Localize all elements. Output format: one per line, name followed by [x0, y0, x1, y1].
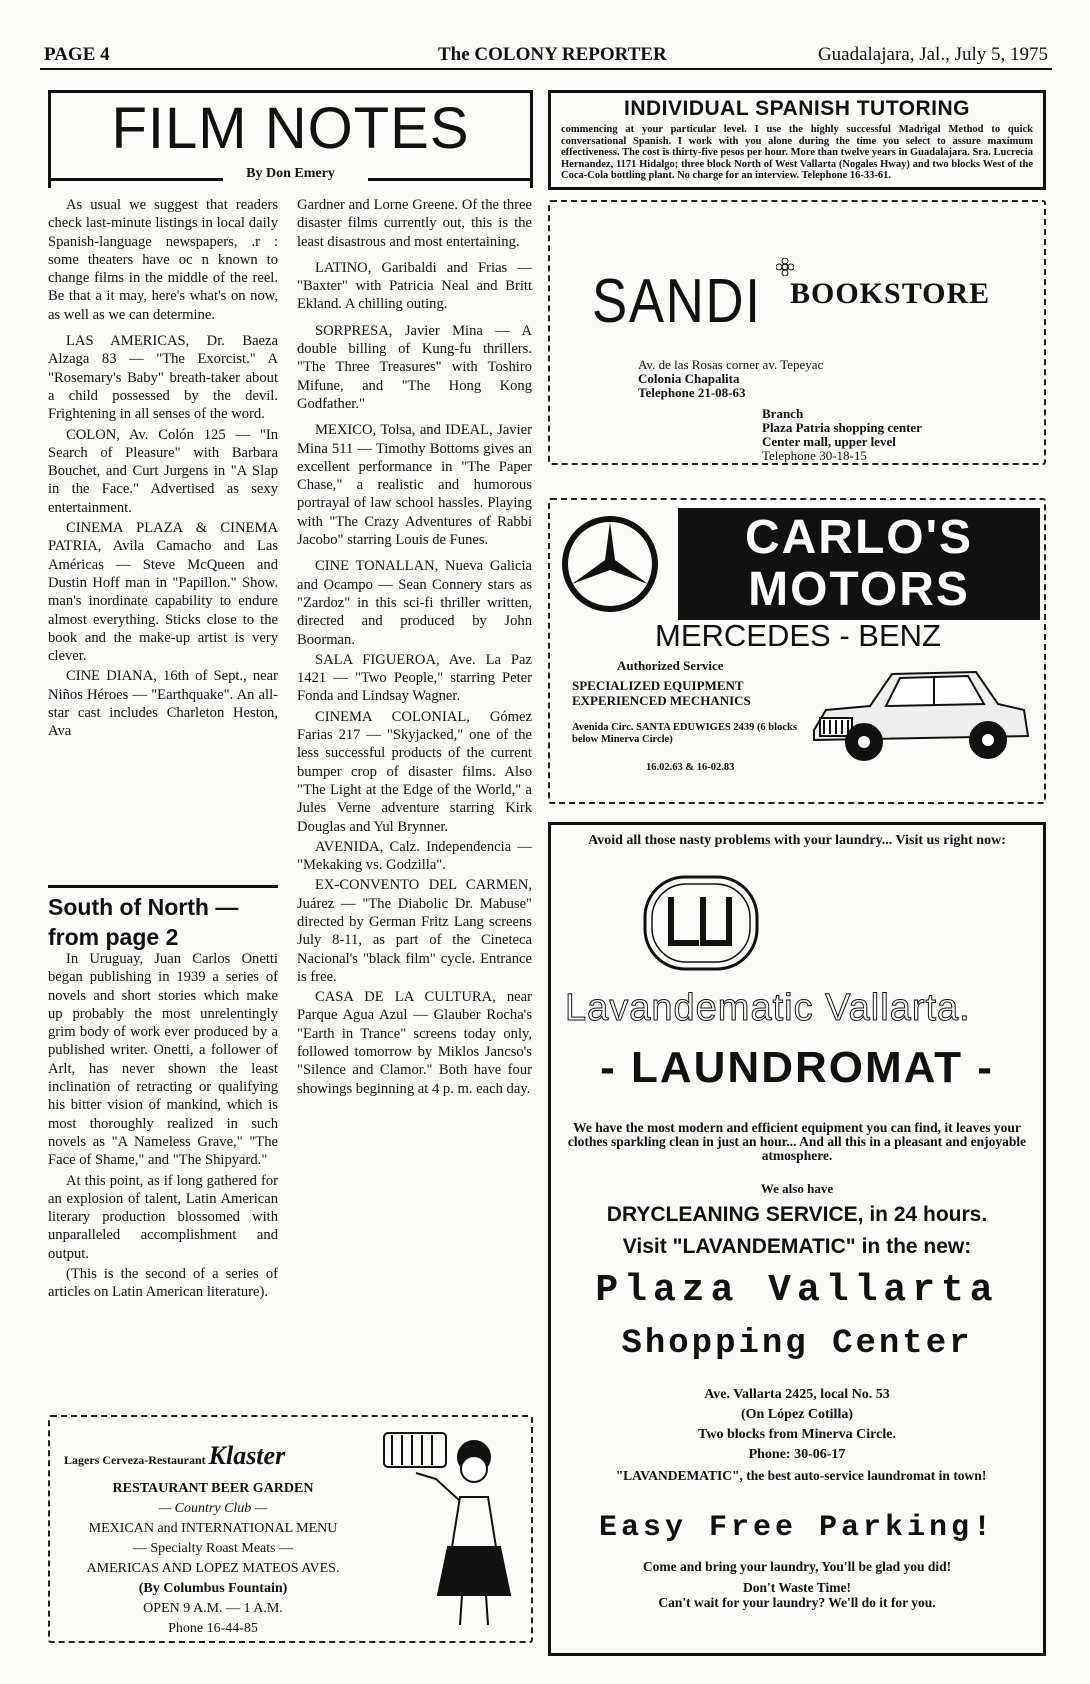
film-paragraph: As usual we suggest that readers check last-minute listings in local daily Spanish-language newspapers, .r : some theaters have oc n known to change films in the middle of the reel. Be that a it may, here's what's on now, as well as we can determine. — [48, 197, 278, 323]
sandi-address-line: Colonia Chapalita — [638, 371, 740, 386]
south-paragraph: In Uruguay, Juan Carlos Onetti began publishing in 1939 a series of novels and short stories which make up probably the most unrelentingly grim body of work ever produced by a published writer. Onetti, a follower of Arlt, has never shown the least inclination of retracting or qualifying his bitter vision of mankind, which is most thoroughly realized in such novels as "A Nameless Grave," "The Face of Shame," and "The Shipyard." — [48, 951, 278, 1169]
sandi-branch-line: Center mall, upper level — [762, 434, 896, 449]
south-column — [48, 950, 278, 1390]
laundromat-headline: - LAUNDROMAT - — [600, 1043, 994, 1092]
page-header — [40, 40, 1052, 70]
klaster-line: Phone 16-44-85 — [168, 1621, 258, 1636]
klaster-brand: Klaster — [208, 1441, 286, 1470]
klaster-line: — Country Club — — [158, 1501, 268, 1516]
laundry-wait: Can't wait for your laundry? We'll do it for you. — [658, 1595, 936, 1610]
film-paragraph: LAS AMERICAS, Dr. Baeza Alzaga 83 — "The Exorcist." A "Rosemary's Baby" breath-taker about a child possessed by the devil. Frightening in all senses of the word. — [48, 333, 278, 423]
laundry-ad — [548, 822, 1046, 1656]
carlos-ad — [548, 498, 1046, 804]
south-paragraph: At this point, as if long gathered for an explosion of talent, Latin American literary production blossomed with unparalleled accomplishment and output. — [48, 1172, 278, 1262]
laundry-footer — [551, 1559, 1043, 1610]
sandi-address-line: Telephone 21-08-63 — [638, 385, 746, 400]
film-paragraph: SALA FIGUEROA, Ave. La Paz 1421 — "Two People," starring Peter Fonda and Lindsay Wagner. — [297, 651, 532, 705]
flower-icon — [776, 258, 794, 276]
klaster-line: — Specialty Roast Meats — — [132, 1541, 294, 1556]
tutoring-ad — [548, 90, 1046, 190]
laundry-address-line: Two blocks from Minerva Circle. — [698, 1427, 896, 1442]
laundry-address — [551, 1385, 1043, 1465]
klaster-line: OPEN 9 A.M. — 1 A.M. — [143, 1601, 283, 1616]
film-paragraph: SORPRESA, Javier Mina — A double billing of Kung-fu thrillers. "The Three Treasures" with Toshiro Mifune, and "The Hong Kong Godfather." — [297, 322, 532, 412]
mercedes-brand: MERCEDES - BENZ — [655, 618, 941, 653]
film-paragraph: CINEMA PLAZA & CINEMA PATRIA, Avila Camacho and Las Américas — Steve McQueen and Dustin Hoff man in "Papillon." Show. man's inordinate capability to endure almost everything. Sticks close to the book and the make-up artist is very clever. — [48, 520, 278, 665]
mercedes-star-icon — [560, 514, 660, 614]
klaster-line: AMERICAS AND LOPEZ MATEOS AVES. — [86, 1561, 340, 1576]
lavandematic-logo: Lavandematic Vallarta. — [565, 987, 971, 1029]
paper-name: The COLONY REPORTER — [438, 44, 667, 65]
carlos-address: Avenida Circ. SANTA EDUWIGES 2439 (6 blocks below Minerva Circle) — [572, 722, 797, 745]
film-paragraph: LATINO, Garibaldi and Frias — "Baxter" with Patricia Neal and Britt Ekland. A chilling outing. — [297, 259, 532, 313]
sandi-address-line: Av. de las Rosas corner av. Tepeyac — [638, 357, 824, 372]
film-paragraph: CINEMA COLONIAL, Gómez Farias 217 — "Skyjacked," one of the less successful products of the current bumper crop of disaster films. Also "The Light at the Edge of the World," a Jules Verne adventure starring Kirk Douglas and Yul Brynner. — [297, 708, 532, 835]
klaster-line: RESTAURANT BEER GARDEN — [112, 1481, 314, 1496]
klaster-ad — [48, 1415, 533, 1643]
film-column-2 — [297, 196, 532, 1396]
carlos-specialized: SPECIALIZED EQUIPMENT — [572, 678, 744, 693]
byline-row — [48, 166, 533, 188]
film-paragraph: AVENIDA, Calz. Independencia — "Mekaking vs. Godzilla". — [297, 838, 532, 874]
laundry-waste: Don't Waste Time! — [742, 1580, 851, 1595]
laundry-phone: Phone: 30-06-17 — [748, 1447, 846, 1462]
sandi-branch-title: Branch — [762, 406, 804, 421]
south-paragraph: (This is the second of a series of articles on Latin American literature). — [48, 1266, 278, 1301]
carlos-name-block — [678, 508, 1040, 620]
laundry-come: Come and bring your laundry, You'll be glad you did! — [642, 1559, 952, 1574]
lavandematic-emblem-icon — [641, 873, 761, 973]
film-paragraph: CINE DIANA, 16th of Sept., near Niños Héroes — "Earthquake". An all-star cast includes Charleton Heston, Ava — [48, 668, 278, 740]
visit-line: Visit "LAVANDEMATIC" in the new: — [622, 1235, 972, 1258]
carlos-name-line: CARLO'S — [744, 511, 974, 564]
south-headline: South of North — from page 2 — [48, 885, 278, 952]
klaster-text — [58, 1479, 368, 1639]
carlos-mechanics: EXPERIENCED MECHANICS — [572, 693, 751, 708]
waitress-illustration-icon — [376, 1427, 521, 1632]
laundry-best: "LAVANDEMATIC", the best auto-service laundromat in town! — [615, 1468, 987, 1483]
plaza-line: Plaza Vallarta — [595, 1269, 999, 1312]
film-paragraph: Gardner and Lorne Greene. Of the three disaster films currently out, this is the least disastrous and most entertaining. — [297, 197, 532, 250]
byline: By Don Emery — [246, 166, 335, 181]
sandi-branch — [762, 407, 922, 463]
klaster-line: MEXICAN and INTERNATIONAL MENU — [88, 1521, 338, 1536]
tutoring-body: commencing at your particular level. I use the highly successful Madrigal Method to quick conversational Spanish. I work with you alone during the time you select to assure maximum effectiveness. The cost is thirty-five pesos per hour. More than twelve years in Guadalajara. Sra. Lucrecia Hernandez, 1171 Hidalgo; three block North of West Vallarta (Nogales Hway) and two blocks West of the Coca-Cola bottling plant. No charge for an interview. Telephone 16-33-61. — [561, 124, 1033, 181]
film-paragraph: EX-CONVENTO DEL CARMEN, Juárez — "The Diabolic Dr. Mabuse" directed by German Fritz Lang screens July 8-11, as part of the Cineteca Nacional's "black film" cycle. Entrance is free. — [297, 877, 532, 985]
sandi-logo: SANDI — [592, 267, 762, 336]
page-number: PAGE 4 — [44, 44, 110, 65]
film-notes-title: FILM NOTES — [111, 96, 470, 161]
sandi-title: BOOKSTORE — [790, 277, 991, 310]
klaster-line: (By Columbus Fountain) — [138, 1581, 288, 1596]
car-illustration-icon — [808, 660, 1033, 770]
carlos-name-line: MOTORS — [748, 563, 970, 616]
carlos-phones: 16.02.63 & 16-02.83 — [646, 762, 735, 773]
sandi-branch-line: Telephone 30-18-15 — [762, 448, 867, 463]
klaster-brand-row — [64, 1441, 354, 1471]
laundry-address-line: (On López Cotilla) — [741, 1407, 853, 1422]
carlos-authorized: Authorized Service — [617, 658, 724, 673]
film-paragraph: MEXICO, Tolsa, and IDEAL, Javier Mina 511 — Timothy Bottoms gives an excellent performance in "The Paper Chase," a realistic and humorous portrayal of law school hassles. Playing with "The Crazy Adventures of Rabbi Jacobo" starring Louis de Funes. — [297, 422, 532, 549]
drycleaning: DRYCLEANING SERVICE, in 24 hours. — [606, 1203, 988, 1226]
sandi-address — [638, 358, 823, 400]
film-paragraph: CINE TONALLAN, Nueva Galicia and Ocampo — Sean Connery stars as "Zardoz" in this sci-fi thriller written, directed and produced by John Boorman. — [297, 558, 532, 648]
film-paragraph: COLON, Av. Colón 125 — "In Search of Pleasure" with Barbara Bouchet, and Curt Jurgens in "A Slap in the Face." Advertised as sexy entertainment. — [48, 426, 278, 516]
film-column-1 — [48, 196, 278, 876]
tutoring-title: INDIVIDUAL SPANISH TUTORING — [623, 97, 971, 120]
laundry-body: We have the most modern and efficient equipment you can find, it leaves your clothes sparkling clean in just an hour... And all this in a pleasant and enjoyable atmosphere. — [567, 1120, 1027, 1163]
parking-line: Easy Free Parking! — [598, 1511, 996, 1545]
sandi-ad — [548, 200, 1046, 465]
film-paragraph: CASA DE LA CULTURA, near Parque Agua Azul — Glauber Rocha's "Earth in Trance" screens today only, followed tomorrow by Miklos Jancso's "Silence and Clamor." Both have four showings beginning at 4 p. m. each day. — [297, 989, 532, 1097]
laundry-intro: Avoid all those nasty problems with your laundry... Visit us right now: — [588, 833, 1006, 848]
laundry-also: We also have — [760, 1181, 834, 1196]
sandi-branch-line: Plaza Patria shopping center — [762, 420, 922, 435]
klaster-brand-prefix: Lagers Cerveza-Restaurant — [64, 1453, 206, 1467]
carlos-specialized-block — [572, 678, 751, 708]
laundry-address-line: Ave. Vallarta 2425, local No. 53 — [704, 1387, 890, 1402]
dateline: Guadalajara, Jal., July 5, 1975 — [817, 44, 1048, 65]
shopping-line: Shopping Center — [621, 1325, 973, 1363]
